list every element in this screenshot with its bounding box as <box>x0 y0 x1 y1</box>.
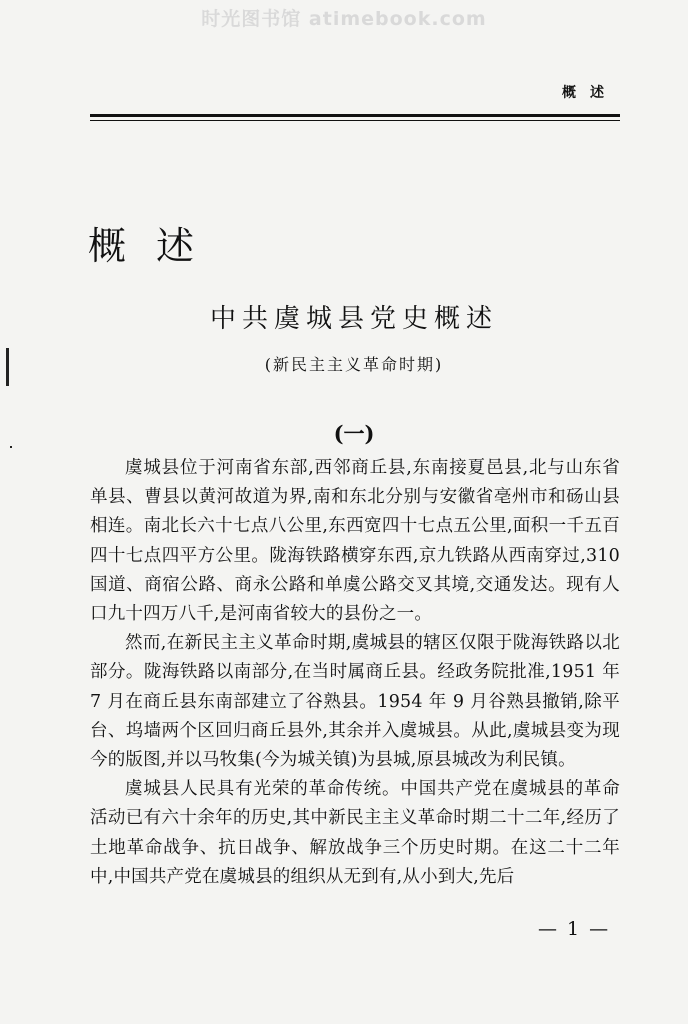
body-text <box>90 454 620 892</box>
watermark-text: 时光图书馆 atimebook.com <box>201 8 487 30</box>
chapter-title: 概述 <box>88 224 225 269</box>
paragraph: 虞城县位于河南省东部,西邻商丘县,东南接夏邑县,北与山东省单县、曹县以黄河故道为界,南和东北分别与安徽省亳州市和砀山县相连。南北长六十七点八公里,东西宽四十七点五公里,面积一千五百四十七点四平方公里。陇海铁路横穿东西,京九铁路从西南穿过,310国道、商宿公路、商永公路和单虞公路交叉其境,交通发达。现有人口九十四万八千,是河南省较大的县份之一。 <box>90 458 620 625</box>
header-rule-thick <box>90 114 620 117</box>
paragraph: 虞城县人民具有光荣的革命传统。中国共产党在虞城县的革命活动已有六十余年的历史,其中新民主主义革命时期二十二年,经历了土地革命战争、抗日战争、解放战争三个历史时期。在这二十二年中,中国共产党在虞城县的组织从无到有,从小到大,先后 <box>90 779 620 887</box>
paragraph: 然而,在新民主主义革命时期,虞城县的辖区仅限于陇海铁路以北部分。陇海铁路以南部分,在当时属商丘县。经政务院批准,1951 年 7 月在商丘县东南部建立了谷熟县。1954 年 9 月谷熟县撤销,除平台、坞墙两个区回归商丘县外,其余并入虞城县。从此,虞城县变为现今的版图,并以马牧集(今为城关镇)为县城,原县城改为利民镇。 <box>90 633 620 771</box>
page-number: — 1 — <box>538 918 611 940</box>
main-title: 中共虞城县党史概述 <box>209 304 498 334</box>
running-head: 概述 <box>562 85 618 101</box>
header-rule-thin <box>90 120 620 121</box>
subtitle: (新民主主义革命时期) <box>264 355 444 374</box>
section-number: (一) <box>333 421 375 446</box>
